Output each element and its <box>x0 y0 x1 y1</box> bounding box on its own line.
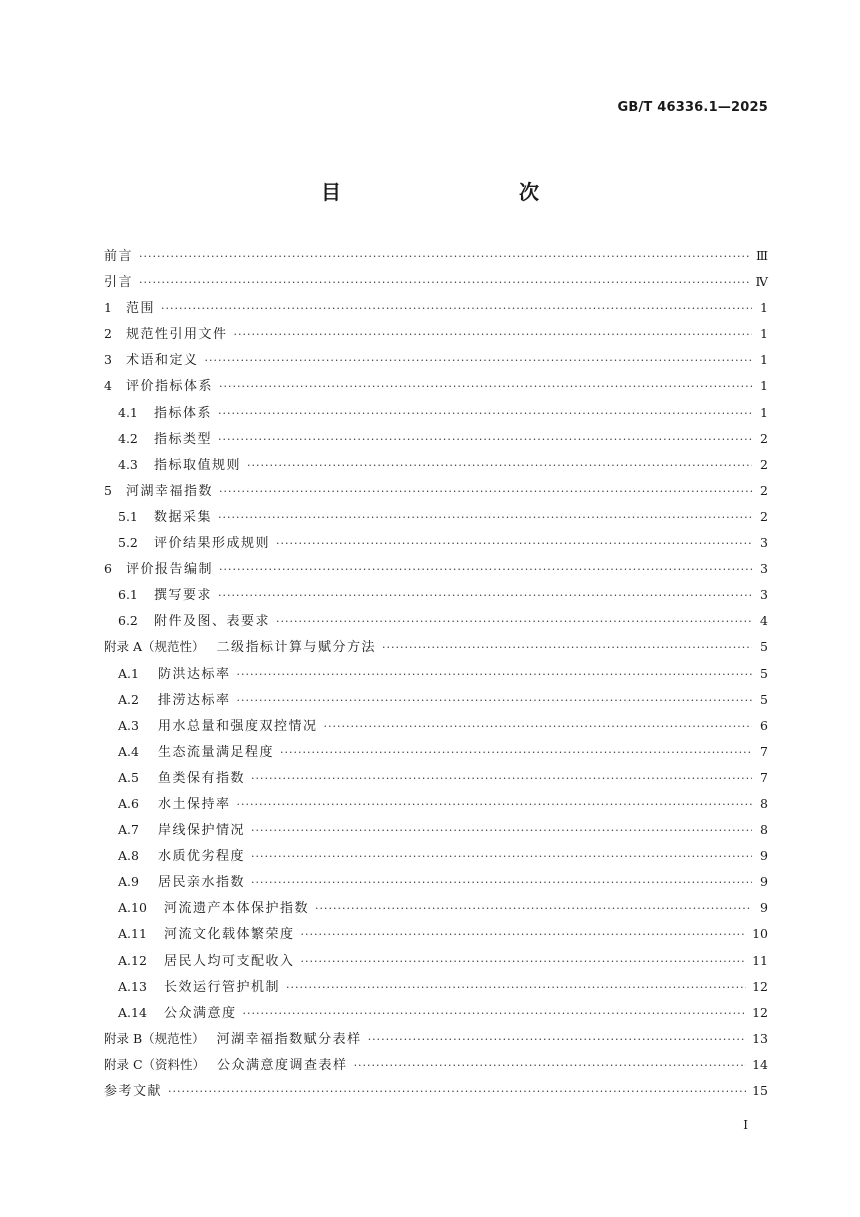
toc-entry-page: 2 <box>760 508 768 524</box>
toc-leader-dots <box>168 1079 746 1105</box>
toc-entry-page: 3 <box>760 535 768 551</box>
toc-entry-number: 4.1 <box>118 404 138 420</box>
page-number: Ⅰ <box>743 1118 748 1132</box>
toc-leader-dots <box>280 740 752 766</box>
toc-entry[interactable] <box>104 295 768 321</box>
toc-entry-page: 3 <box>760 587 768 603</box>
toc-entry-number: A.13 <box>118 978 147 994</box>
toc-entry[interactable] <box>104 1052 768 1078</box>
toc-entry-page: 11 <box>752 952 768 968</box>
toc-entry-title: 河流文化载体繁荣度 <box>164 927 295 943</box>
toc-leader-dots <box>219 557 752 583</box>
toc-entry-number: A.14 <box>118 1004 147 1020</box>
toc-entry[interactable] <box>104 400 768 426</box>
toc-entry-number: A.6 <box>118 795 139 811</box>
toc-entry-page: 9 <box>760 900 768 916</box>
toc-entry-page: Ⅲ <box>755 248 768 263</box>
toc-leader-dots <box>234 322 752 348</box>
toc-leader-dots <box>237 662 752 688</box>
standard-code: GB/T 46336.1—2025 <box>617 100 768 115</box>
toc-entry-number: 附录 A（规范性） <box>104 639 205 655</box>
toc-entry-number: A.4 <box>118 743 139 759</box>
toc-entry-number: 6 <box>104 561 112 577</box>
toc-entry-page: 8 <box>760 795 768 811</box>
toc-entry-page: 12 <box>752 978 768 994</box>
toc-entry-title: 指标取值规则 <box>154 457 242 473</box>
toc-leader-dots <box>205 348 752 374</box>
toc-entry-page: 6 <box>760 717 768 733</box>
toc-entry-title: 居民人均可支配收入 <box>164 953 295 969</box>
toc-entry-title: 居民亲水指数 <box>158 875 246 891</box>
toc-entry[interactable] <box>104 974 768 1000</box>
toc-entry-title: 水土保持率 <box>158 796 231 812</box>
toc-leader-dots <box>237 792 752 818</box>
toc-leader-dots <box>324 714 752 740</box>
toc-entry[interactable] <box>104 791 768 817</box>
toc-entry-page: 2 <box>760 456 768 472</box>
toc-entry-title: 引言 <box>104 275 134 291</box>
toc-entry-title: 前言 <box>104 249 134 264</box>
toc-entry-title: 附件及图、表要求 <box>154 614 271 630</box>
toc-entry-title: 河流遗产本体保护指数 <box>164 901 310 917</box>
toc-leader-dots <box>218 427 752 453</box>
toc-entry-page: 10 <box>752 926 768 942</box>
toc-leader-dots <box>219 479 752 505</box>
toc-entry-title: 岸线保护情况 <box>158 823 246 839</box>
toc-entry[interactable] <box>104 1026 768 1052</box>
toc-entry-page: 3 <box>760 561 768 577</box>
toc-leader-dots <box>219 374 752 400</box>
toc-entry[interactable] <box>104 687 768 713</box>
toc-entry-page: 15 <box>752 1083 768 1098</box>
toc-entry[interactable] <box>104 921 768 947</box>
toc-leader-dots <box>247 453 752 479</box>
toc-entry-title: 长效运行管护机制 <box>164 979 281 995</box>
toc-entry[interactable] <box>104 556 768 582</box>
toc-entry-number: 附录 B（规范性） <box>104 1030 205 1046</box>
toc-entry-title: 术语和定义 <box>126 353 199 369</box>
toc-entry-page: 7 <box>760 769 768 785</box>
toc-entry-title: 评价结果形成规则 <box>154 536 271 552</box>
toc-entry[interactable] <box>104 895 768 921</box>
toc-leader-dots <box>237 688 752 714</box>
toc-leader-dots <box>251 870 752 896</box>
toc-entry-title: 规范性引用文件 <box>126 327 228 343</box>
toc-leader-dots <box>368 1027 746 1053</box>
toc-entry[interactable] <box>104 843 768 869</box>
toc-entry[interactable] <box>104 582 768 608</box>
toc-entry-title: 指标体系 <box>154 405 213 421</box>
toc-leader-dots <box>218 583 752 609</box>
toc-entry-number: A.3 <box>118 717 139 733</box>
toc-entry-page: 1 <box>760 352 768 368</box>
toc-entry-number: 5 <box>104 482 112 498</box>
toc-leader-dots <box>139 244 750 270</box>
toc-entry[interactable] <box>104 269 768 295</box>
toc-entry[interactable] <box>104 713 768 739</box>
toc-entry[interactable] <box>104 948 768 974</box>
toc-leader-dots <box>382 635 752 661</box>
toc-leader-dots <box>251 818 752 844</box>
toc-entry-number: 6.1 <box>118 587 138 603</box>
toc-entry-title: 数据采集 <box>154 509 213 525</box>
toc-entry-title: 水质优劣程度 <box>158 849 246 865</box>
toc-entry-title: 公众满意度 <box>164 1005 237 1021</box>
toc-entry-number: 1 <box>104 300 112 316</box>
toc-entry[interactable] <box>104 869 768 895</box>
toc-entry-page: 12 <box>752 1004 768 1020</box>
toc-entry-title: 范围 <box>126 301 156 317</box>
toc-entry-number: 5.1 <box>118 508 138 524</box>
toc-entry[interactable] <box>104 634 768 660</box>
toc-entry-title: 评价指标体系 <box>126 379 214 395</box>
toc-entry-title: 防洪达标率 <box>158 666 231 682</box>
toc-entry[interactable] <box>104 765 768 791</box>
toc-entry[interactable] <box>104 530 768 556</box>
toc-leader-dots <box>218 505 752 531</box>
toc-entry-page: Ⅳ <box>755 274 768 290</box>
toc-entry-number: A.7 <box>118 822 139 838</box>
toc-entry-page: 13 <box>752 1030 768 1046</box>
toc-leader-dots <box>354 1053 747 1079</box>
toc-entry-title: 排涝达标率 <box>158 692 231 708</box>
toc-entry-number: 2 <box>104 326 112 342</box>
toc-entry-number: 附录 C（资料性） <box>104 1056 206 1072</box>
toc-leader-dots <box>251 844 752 870</box>
toc-entry-title: 生态流量满足程度 <box>158 744 275 760</box>
toc-entry-page: 7 <box>760 743 768 759</box>
toc-entry-page: 9 <box>760 848 768 864</box>
toc-entry-title: 指标类型 <box>154 431 213 447</box>
toc-entry[interactable] <box>104 661 768 687</box>
toc-entry-page: 2 <box>760 430 768 446</box>
toc-entry-number: 6.2 <box>118 613 138 629</box>
toc-entry[interactable] <box>104 321 768 347</box>
toc-entry-number: 4.3 <box>118 456 138 472</box>
toc-leader-dots <box>301 949 747 975</box>
toc-entry-page: 5 <box>760 639 768 655</box>
toc-entry-page: 14 <box>752 1056 768 1072</box>
toc-leader-dots <box>161 296 752 322</box>
toc-entry-page: 5 <box>760 665 768 681</box>
toc-entry-number: 5.2 <box>118 535 138 551</box>
toc-entry-number: A.10 <box>118 900 147 916</box>
toc-entry-number: A.9 <box>118 874 139 890</box>
toc-leader-dots <box>286 975 746 1001</box>
toc-entry[interactable] <box>104 817 768 843</box>
toc-leader-dots <box>276 531 752 557</box>
toc-entry-title: 二级指标计算与赋分方法 <box>216 640 377 656</box>
toc-leader-dots <box>251 766 752 792</box>
toc-entry-number: A.12 <box>118 952 147 968</box>
toc-entry[interactable] <box>104 478 768 504</box>
toc-leader-dots <box>218 401 752 427</box>
toc-leader-dots <box>276 609 752 635</box>
toc-entry-title: 评价报告编制 <box>126 562 214 578</box>
toc-entry-title: 用水总量和强度双控情况 <box>158 718 318 734</box>
toc-leader-dots <box>139 270 749 296</box>
toc-entry-page: 1 <box>760 404 768 420</box>
toc-entry-page: 1 <box>760 378 768 394</box>
toc-entry[interactable] <box>104 426 768 452</box>
toc-entry-title: 撰写要求 <box>154 588 213 604</box>
toc-entry[interactable] <box>104 504 768 530</box>
toc-entry-number: A.11 <box>118 926 147 942</box>
toc-entry-number: A.8 <box>118 848 139 864</box>
toc-entry-page: 9 <box>760 874 768 890</box>
toc-entry-number: 4.2 <box>118 430 138 446</box>
toc-leader-dots <box>243 1001 747 1027</box>
toc-entry-number: 4 <box>104 378 112 394</box>
toc-entry-page: 4 <box>760 613 768 629</box>
toc-entry[interactable] <box>104 1000 768 1026</box>
toc-entry[interactable] <box>104 1078 768 1104</box>
toc-entry-title: 鱼类保有指数 <box>158 770 246 786</box>
toc-entry[interactable] <box>104 243 768 269</box>
toc-entry-title: 河湖幸福指数赋分表样 <box>216 1031 362 1047</box>
toc-entry-title: 参考文献 <box>104 1084 163 1099</box>
toc-leader-dots <box>315 896 752 922</box>
toc-entry-number: A.2 <box>118 691 139 707</box>
toc-entry[interactable] <box>104 347 768 373</box>
toc-entry-page: 1 <box>760 326 768 342</box>
table-of-contents <box>104 243 768 1104</box>
toc-entry-page: 5 <box>760 691 768 707</box>
toc-entry-number: A.5 <box>118 769 139 785</box>
toc-entry-title: 河湖幸福指数 <box>126 483 214 499</box>
toc-entry-number: A.1 <box>118 665 139 681</box>
page-title: 目 次 <box>321 180 585 204</box>
toc-entry-page: 8 <box>760 822 768 838</box>
toc-entry-title: 公众满意度调查表样 <box>217 1057 348 1073</box>
toc-entry-page: 2 <box>760 482 768 498</box>
toc-entry[interactable] <box>104 739 768 765</box>
toc-entry[interactable] <box>104 452 768 478</box>
toc-entry-number: 3 <box>104 352 112 368</box>
toc-entry[interactable] <box>104 608 768 634</box>
toc-entry[interactable] <box>104 373 768 399</box>
toc-entry-page: 1 <box>760 300 768 316</box>
toc-leader-dots <box>301 922 747 948</box>
